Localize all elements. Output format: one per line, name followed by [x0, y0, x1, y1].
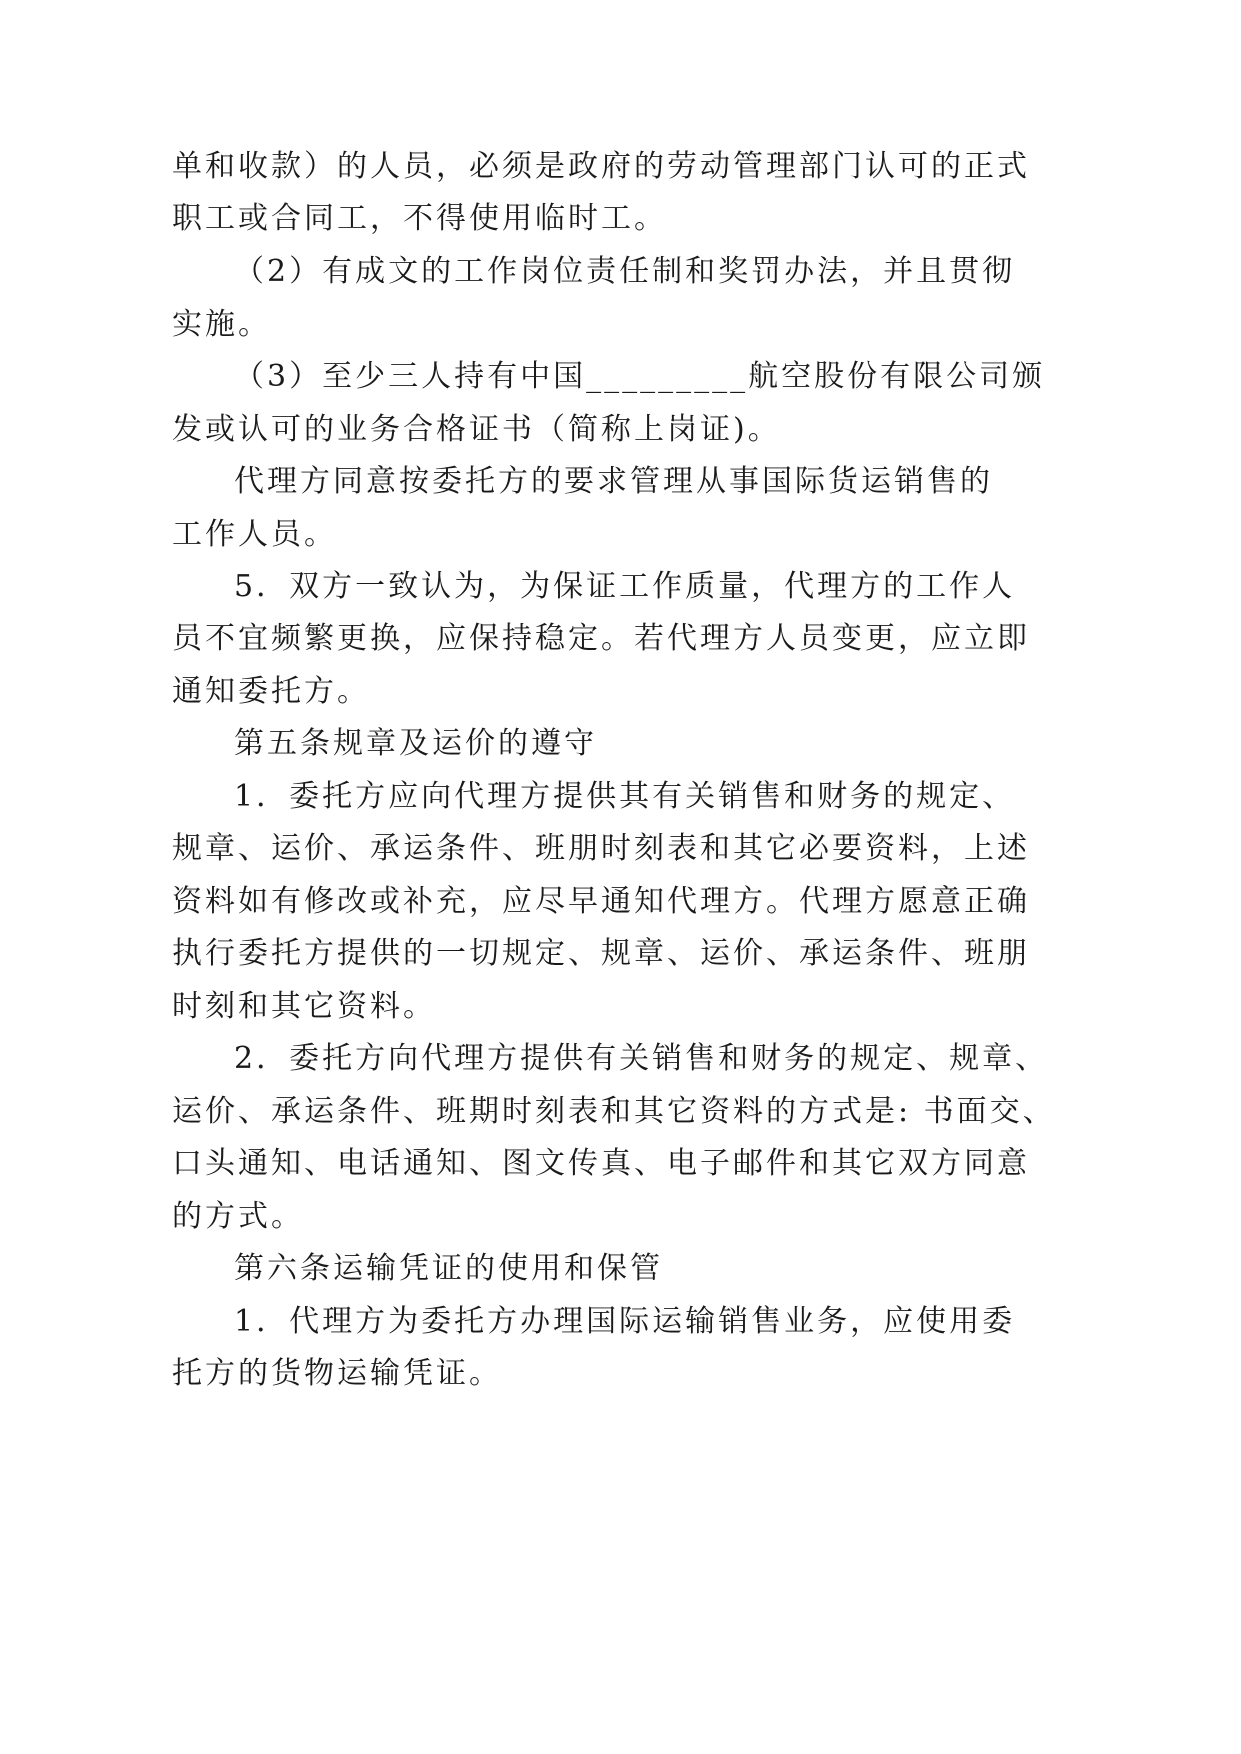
text-line: 执行委托方提供的一切规定、规章、运价、承运条件、班朋: [172, 936, 1030, 971]
text-line: 员不宜频繁更换，应保持稳定。若代理方人员变更，应立即: [172, 621, 1030, 656]
text-line: 实施。: [172, 307, 271, 342]
text-line: 托方的货物运输凭证。: [172, 1356, 502, 1391]
text-line: 1．委托方应向代理方提供其有关销售和财务的规定、: [234, 779, 1016, 814]
text-line: 职工或合同工，不得使用临时工。: [172, 201, 667, 236]
text-line: 5．双方一致认为，为保证工作质量，代理方的工作人: [234, 569, 1016, 604]
text-line: 工作人员。: [172, 517, 337, 552]
section-heading: 第五条规章及运价的遵守: [234, 726, 597, 761]
text-line: （2）有成文的工作岗位责任制和奖罚办法，并且贯彻: [234, 254, 1016, 289]
text-line: 发或认可的业务合格证书（简称上岗证)。: [172, 412, 781, 447]
text-line: 资料如有修改或补充，应尽早通知代理方。代理方愿意正确: [172, 884, 1030, 919]
text-line: 单和收款）的人员，必须是政府的劳动管理部门认可的正式: [172, 149, 1030, 184]
section-heading: 第六条运输凭证的使用和保管: [234, 1251, 663, 1286]
text-line: 1．代理方为委托方办理国际运输销售业务，应使用委: [234, 1304, 1016, 1339]
text-line: 规章、运价、承运条件、班朋时刻表和其它必要资料，上述: [172, 831, 1030, 866]
text-line: 口头通知、电话通知、图文传真、电子邮件和其它双方同意: [172, 1146, 1030, 1181]
text-line: 时刻和其它资料。: [172, 989, 436, 1024]
text-line: 2．委托方向代理方提供有关销售和财务的规定、规章、: [234, 1041, 1049, 1076]
text-line: 的方式。: [172, 1199, 304, 1234]
text-line: （3）至少三人持有中国_________航空股份有限公司颁: [234, 359, 1046, 394]
text-line: 运价、承运条件、班期时刻表和其它资料的方式是: 书面交、: [172, 1094, 1056, 1129]
text-line: 通知委托方。: [172, 674, 370, 709]
text-line: 代理方同意按委托方的要求管理从事国际货运销售的: [234, 464, 993, 499]
